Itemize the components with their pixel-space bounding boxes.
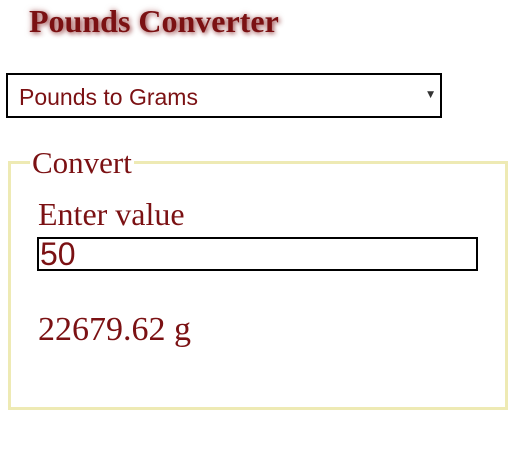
value-input[interactable] <box>37 237 478 271</box>
conversion-mode-selected-value: Pounds to Grams <box>19 84 198 110</box>
conversion-mode-select[interactable] <box>6 73 442 118</box>
conversion-result: 22679.62 g <box>38 311 191 348</box>
chevron-down-icon[interactable]: ▼ <box>427 90 434 100</box>
enter-value-label: Enter value <box>38 196 185 232</box>
convert-legend: Convert <box>32 145 132 180</box>
value-input-text: 50 <box>40 236 76 272</box>
page-title: Pounds Converter <box>29 3 279 39</box>
